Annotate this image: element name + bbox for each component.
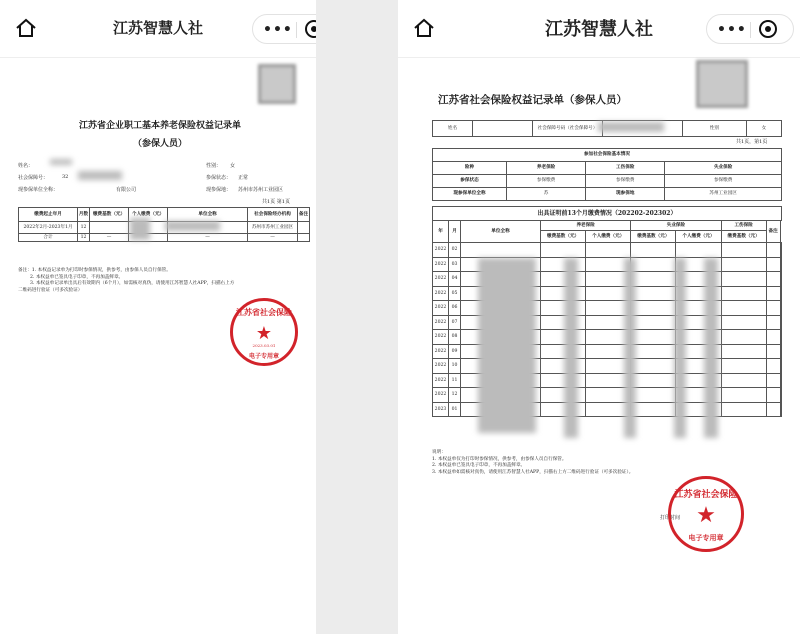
cell: 08: [449, 330, 461, 345]
app-title: 江苏智慧人社: [545, 19, 653, 40]
cell: [721, 373, 766, 388]
notes: [432, 450, 782, 477]
cell: [721, 402, 766, 417]
cell: 2022: [433, 344, 449, 359]
cell: [780, 301, 781, 316]
name-label: 姓名：: [18, 163, 34, 169]
cell: [631, 359, 676, 374]
status-value: 正常: [238, 175, 249, 181]
cell: 2023: [433, 402, 449, 417]
sub-header: 个人缴费（元）: [676, 231, 721, 243]
cell: [631, 272, 676, 287]
cell: [766, 257, 780, 272]
section-title: 出具证明前13个月缴费情况（202202-202302）: [433, 207, 782, 221]
total-row: [19, 234, 310, 242]
doc-subtitle: （参保人员）: [132, 139, 187, 149]
cell: [766, 373, 780, 388]
amount-redacted: [130, 218, 150, 240]
more-icon[interactable]: •••: [263, 22, 293, 38]
employer-label: 现参保单位全称：: [18, 187, 59, 193]
cell: [766, 243, 780, 258]
cell: [461, 243, 541, 258]
cell: [766, 402, 780, 417]
cell: 社会保障号码（社会保障号）: [533, 121, 603, 137]
cell: 10: [449, 359, 461, 374]
col-header: 社会保险经办机构: [248, 208, 298, 222]
basic-info-table: [432, 148, 782, 201]
cell: —: [248, 234, 298, 242]
cell: [631, 315, 676, 330]
col-header: 年: [433, 221, 449, 243]
cell: [586, 243, 631, 258]
cell: 参保缴费: [665, 175, 782, 188]
cell: [297, 234, 309, 242]
col-header: 单位全称: [168, 208, 248, 222]
cell: [631, 402, 676, 417]
cell: [631, 243, 676, 258]
nav-bar: [0, 0, 316, 58]
cell: [473, 121, 533, 137]
cell: [780, 286, 781, 301]
name-redacted: [50, 159, 72, 165]
sub-header: 缴费基数（元）: [541, 231, 586, 243]
more-icon[interactable]: •••: [717, 22, 747, 38]
cell: 苏州市苏州工业园区: [248, 222, 298, 234]
cell: 2022: [433, 286, 449, 301]
capsule-divider: [750, 22, 751, 38]
cell: 03: [449, 257, 461, 272]
ssn-label: 社会保障号：: [18, 175, 49, 181]
cell: [766, 359, 780, 374]
cell: [780, 344, 781, 359]
close-icon[interactable]: [305, 20, 316, 38]
cell: [766, 272, 780, 287]
cell: [721, 359, 766, 374]
col-header: 失业保险: [665, 162, 782, 175]
cell: 2022年2月-2023年1月: [19, 222, 78, 234]
cell: [631, 344, 676, 359]
cell: [780, 257, 781, 272]
page-info: 共1页，第1页: [736, 139, 768, 145]
col-header: 月: [449, 221, 461, 243]
stamp-date: 2023.03.01: [252, 343, 276, 348]
amount-redacted: [674, 258, 686, 438]
stamp-text: 江苏省社会保险: [236, 307, 292, 317]
right-screenshot: [398, 0, 800, 634]
doc-title: 江苏省企业职工基本养老保险权益记录单: [78, 121, 241, 131]
cell: 苏: [507, 188, 586, 201]
ssn-redacted: [598, 122, 664, 132]
note-line: 二维码进行验证（可多次验证）: [18, 287, 83, 293]
col-header: 个人缴费（元）: [129, 208, 168, 222]
col-header: 月数: [78, 208, 90, 222]
cell: 12: [78, 222, 90, 234]
cell: [631, 301, 676, 316]
cell: [90, 222, 129, 234]
cell: —: [90, 234, 129, 242]
cell: [766, 388, 780, 403]
cell: 12: [449, 388, 461, 403]
cell: 2022: [433, 388, 449, 403]
cell: 07: [449, 315, 461, 330]
close-icon[interactable]: [759, 20, 777, 38]
col-header: 失业保险: [631, 221, 721, 231]
note-line: 3. 本权益单如需核对真伪，请使用江苏智慧人社APP，扫描右上方二维码进行验证（可多次验证）。: [432, 469, 634, 475]
official-stamp: [668, 476, 744, 552]
page-info: 共1页 第1页: [262, 199, 290, 205]
cell: [780, 373, 781, 388]
cell: 11: [449, 373, 461, 388]
cell: 2022: [433, 315, 449, 330]
gender-value: 女: [230, 163, 236, 169]
gender-label: 性别：: [206, 163, 222, 169]
col-header: 单位全称: [461, 221, 541, 243]
cell: [631, 286, 676, 301]
cell: [631, 373, 676, 388]
row-header: 参保状态: [433, 175, 507, 188]
sub-header: 缴费基数（元）: [631, 231, 676, 243]
note-line: 1. 本权益单仅为打印时参保情况，供参考，由参保人员自行保管。: [432, 456, 567, 462]
ssn-redacted: [78, 171, 122, 180]
col-header: 养老保险: [541, 221, 631, 231]
cell: 参保缴费: [507, 175, 586, 188]
cell: 合计: [19, 234, 78, 242]
cell: [541, 243, 586, 258]
note-line: 3. 本权益单记录单出具后有效期内（6个月），如需核对真伪，请使用江苏智慧人社APP，扫描右上方: [30, 281, 235, 287]
amount-redacted: [624, 258, 636, 438]
col-header: 缴费起止年月: [19, 208, 78, 222]
cell: 09: [449, 344, 461, 359]
section-title: 参加社会保险基本情况: [433, 149, 782, 162]
cell: [766, 315, 780, 330]
stamp-sub: 电子专用章: [248, 353, 279, 360]
note-line: 2. 本权益单已签具电子印章，不再加盖鲜章。: [30, 274, 124, 280]
cell: 2022: [433, 257, 449, 272]
row-header: 现参保单位全称: [433, 188, 507, 201]
cell: 2022: [433, 330, 449, 345]
location-label: 现参保地：: [206, 187, 232, 193]
cell: [780, 402, 781, 417]
official-stamp: [230, 298, 298, 366]
document-page: [0, 58, 316, 518]
amount-redacted: [704, 258, 718, 438]
cell: [766, 286, 780, 301]
cell: 04: [449, 272, 461, 287]
amount-redacted: [564, 258, 578, 438]
cell: [766, 330, 780, 345]
cell: [780, 388, 781, 403]
cell: [721, 286, 766, 301]
cell: [721, 272, 766, 287]
employer-value: 有限公司: [116, 187, 137, 193]
cell: 2022: [433, 301, 449, 316]
note-line: 2. 本权益单已签具电子印章，不再加盖鲜章。: [432, 463, 526, 469]
cell: [721, 388, 766, 403]
col-header: 备注: [297, 208, 309, 222]
cell: [721, 301, 766, 316]
cell: [297, 222, 309, 234]
notes: [18, 268, 310, 295]
col-header: 缴费基数（元）: [90, 208, 129, 222]
document-page: [398, 58, 800, 634]
col-header: 险种: [433, 162, 507, 175]
cell: 苏州工业园区: [665, 188, 782, 201]
note-line: 说明：: [432, 450, 446, 455]
cell: [780, 272, 781, 287]
cell: [631, 388, 676, 403]
cell: 06: [449, 301, 461, 316]
col-header: 养老保险: [507, 162, 586, 175]
cell: [780, 243, 781, 258]
contribution-table: [18, 207, 310, 242]
cell: [631, 330, 676, 345]
cell: 参保缴费: [586, 175, 665, 188]
cell: 性别: [683, 121, 747, 137]
cell: 姓名: [433, 121, 473, 137]
cell: 05: [449, 286, 461, 301]
cell: [721, 315, 766, 330]
table-row: [19, 222, 310, 234]
menu-capsule: [706, 14, 794, 44]
col-header: 工伤保险: [721, 221, 766, 231]
col-header: 备注: [766, 221, 780, 243]
sub-header: 缴费基数（元）: [721, 231, 766, 243]
cell: [721, 257, 766, 272]
cell: —: [168, 234, 248, 242]
nav-bar: [398, 0, 800, 58]
left-screenshot: [0, 0, 316, 634]
col-header: 工伤保险: [586, 162, 665, 175]
doc-title: 江苏省社会保险权益记录单（参保人员）: [438, 94, 627, 106]
cell: [721, 330, 766, 345]
capsule-divider: [296, 22, 297, 38]
star-icon: ★: [696, 503, 716, 528]
note-line: 备注：1. 本权益记录单为打印时参保情况，供参考，由参保人员自行保管。: [18, 268, 171, 273]
row-header: 现参保地: [586, 188, 665, 201]
cell: [766, 344, 780, 359]
cell: 2022: [433, 272, 449, 287]
app-title: 江苏智慧人社: [112, 19, 203, 37]
location-value: 苏州市苏州工业园区: [238, 187, 284, 193]
print-time-label: 打印时间: [660, 515, 681, 521]
cell: [766, 301, 780, 316]
ssn-value: 32: [62, 174, 69, 180]
cell: [721, 243, 766, 258]
company-redacted: [165, 221, 220, 231]
cell: 12: [78, 234, 90, 242]
menu-capsule: [252, 14, 316, 44]
qr-code: [258, 64, 296, 104]
cell: [676, 243, 721, 258]
stamp-text: 江苏省社会保险: [674, 490, 738, 500]
cell: [631, 257, 676, 272]
cell: [780, 330, 781, 345]
stamp-sub: 电子专用章: [688, 533, 724, 542]
cell: 01: [449, 402, 461, 417]
sub-header: 个人缴费（元）: [586, 231, 631, 243]
cell: 2022: [433, 359, 449, 374]
status-label: 参保状态：: [206, 175, 232, 181]
cell: 2022: [433, 373, 449, 388]
cell: [780, 315, 781, 330]
cell: [780, 359, 781, 374]
cell: 女: [746, 121, 781, 137]
cell: 2022: [433, 243, 449, 258]
cell: 02: [449, 243, 461, 258]
table-row: [433, 243, 782, 258]
cell: [721, 344, 766, 359]
company-redacted: [478, 258, 536, 433]
star-icon: ★: [255, 323, 273, 344]
